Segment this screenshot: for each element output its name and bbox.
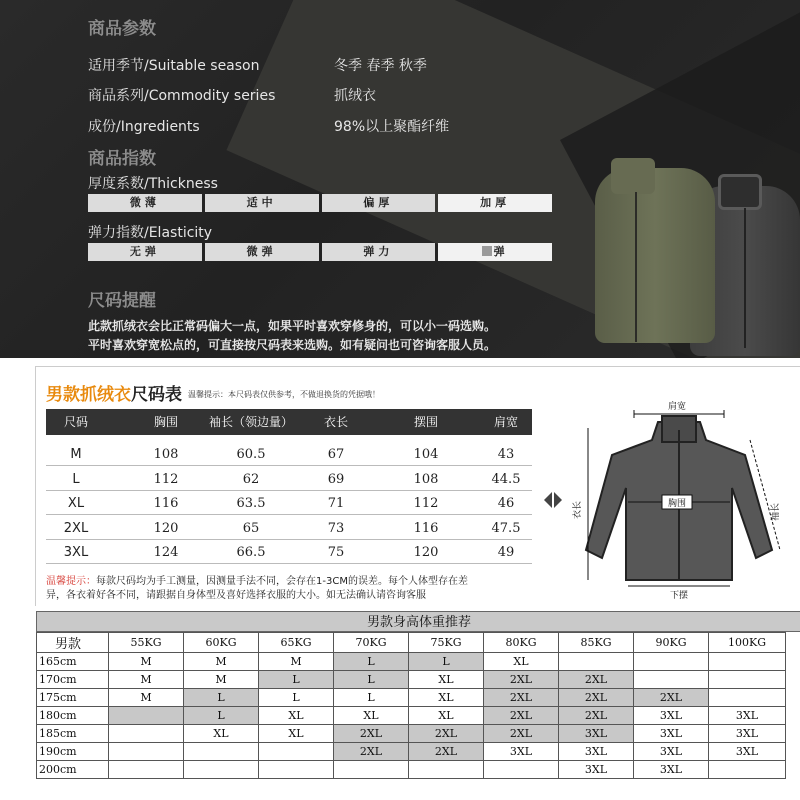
- recommend-cell: 2XL: [484, 689, 559, 707]
- recommend-cell: 3XL: [559, 761, 634, 779]
- jacket-zipper: [635, 192, 637, 342]
- param-ingredients-label: 成份/Ingredients: [88, 119, 200, 135]
- height-label: 175cm: [37, 689, 109, 707]
- measure-cell: 112: [413, 496, 439, 511]
- recommend-cell: [559, 653, 634, 671]
- recommend-cell: 3XL: [634, 761, 709, 779]
- measure-cell: 116: [153, 496, 179, 511]
- elasticity-label: 弹力指数/Elasticity: [88, 225, 213, 241]
- elasticity-scale: [88, 243, 552, 261]
- warm-tip: [46, 575, 546, 603]
- recommend-table: [36, 632, 786, 779]
- recommend-row: [37, 707, 786, 725]
- header-size: 尺码: [63, 415, 88, 429]
- measurement-diagram: [540, 400, 790, 600]
- diagram-shoulder-label: 肩宽: [667, 402, 687, 412]
- recommend-cell: 2XL: [334, 725, 409, 743]
- elasticity-option-label: 弹: [493, 245, 509, 258]
- weight-header: 55KG: [109, 633, 184, 653]
- index-title: 商品指数: [88, 149, 156, 169]
- recommend-cell: XL: [409, 671, 484, 689]
- elasticity-option: 无弹: [88, 243, 202, 261]
- size-cell: L: [72, 471, 80, 487]
- jacket-zipper: [744, 208, 746, 348]
- header-hem: 摆围: [413, 415, 438, 429]
- elasticity-option: 弹力: [322, 243, 436, 261]
- measure-cell: 104: [413, 447, 439, 462]
- size-cell: M: [70, 447, 82, 462]
- measure-cell: 62: [242, 471, 260, 487]
- recommend-cell: [109, 725, 184, 743]
- warm-tip-label: 温馨提示：: [46, 576, 96, 587]
- size-row: [46, 542, 532, 564]
- measure-cell: 116: [413, 520, 439, 536]
- warm-tip-text-1: 每款尺码均为手工测量，因测量手法不同，会存在1-3CM的误差。每个人体型存在差: [96, 576, 468, 587]
- recommend-cell: 2XL: [409, 725, 484, 743]
- height-label: 180cm: [37, 707, 109, 725]
- diagram-right-arrow: [554, 492, 562, 508]
- thickness-option: 适中: [205, 194, 319, 212]
- recommend-cell: L: [334, 689, 409, 707]
- recommend-cell: M: [109, 653, 184, 671]
- weight-header: 70KG: [334, 633, 409, 653]
- recommend-row: [37, 761, 786, 779]
- measure-cell: 112: [153, 471, 179, 487]
- measure-cell: 47.5: [491, 520, 521, 536]
- recommend-row: [37, 725, 786, 743]
- weight-header: 100KG: [709, 633, 786, 653]
- header-length: 衣长: [323, 415, 348, 429]
- recommend-cell: 2XL: [409, 743, 484, 761]
- size-chart-title-orange: 男款抓绒衣: [46, 385, 131, 405]
- size-cell: 3XL: [63, 545, 89, 560]
- recommend-cell: 3XL: [709, 707, 786, 725]
- recommend-cell: [184, 761, 259, 779]
- recommend-cell: XL: [334, 707, 409, 725]
- measure-cell: 108: [153, 447, 179, 462]
- measure-cell: 73: [327, 520, 345, 536]
- measure-cell: 65: [242, 520, 260, 536]
- measure-cell: 43: [497, 447, 515, 462]
- recommend-cell: 2XL: [484, 707, 559, 725]
- recommend-cell: XL: [409, 689, 484, 707]
- jacket-collar: [718, 174, 762, 210]
- jacket-collar: [611, 158, 655, 194]
- weight-header: 65KG: [259, 633, 334, 653]
- measure-cell: 44.5: [491, 471, 521, 487]
- recommend-cell: 2XL: [484, 725, 559, 743]
- warm-tip-text-2: 异，各衣着好各不同，请跟据自身体型及喜好选择衣服的大小。如无法确认请咨询客服: [46, 590, 426, 601]
- recommend-cell: 2XL: [559, 671, 634, 689]
- recommend-cell: XL: [259, 707, 334, 725]
- recommend-cell: L: [409, 653, 484, 671]
- recommend-cell: [709, 671, 786, 689]
- height-label: 200cm: [37, 761, 109, 779]
- weight-header: 60KG: [184, 633, 259, 653]
- header-shoulder: 肩宽: [493, 415, 518, 429]
- diagram-left-arrow: [544, 492, 552, 508]
- weight-header: 90KG: [634, 633, 709, 653]
- recommend-cell: [259, 761, 334, 779]
- recommend-cell: [634, 653, 709, 671]
- reminder-line-2: 平时喜欢穿宽松点的，可直接按尺码表来选购。如有疑问也可咨询客服人员。: [88, 338, 497, 352]
- size-chart-tip: 温馨提示：本尺码表仅供参考，不做退换货的凭据哦！: [188, 390, 380, 399]
- param-series-label: 商品系列/Commodity series: [88, 88, 276, 104]
- recommend-cell: [109, 761, 184, 779]
- recommend-header-row: [37, 633, 786, 653]
- recommend-cell: L: [259, 671, 334, 689]
- measure-cell: 49: [497, 545, 515, 560]
- green-jacket-image: [595, 168, 715, 343]
- recommend-row: [37, 671, 786, 689]
- measure-cell: 67: [327, 447, 345, 462]
- recommend-cell: XL: [409, 707, 484, 725]
- recommend-cell: 2XL: [334, 743, 409, 761]
- recommend-cell: 3XL: [559, 725, 634, 743]
- recommend-cell: 3XL: [634, 743, 709, 761]
- recommend-cell: [709, 653, 786, 671]
- reminder-title: 尺码提醒: [88, 291, 156, 311]
- thickness-scale: [88, 194, 552, 212]
- param-ingredients-value: 98%以上聚酯纤维: [334, 119, 450, 135]
- recommend-cell: M: [184, 653, 259, 671]
- recommend-cell: 2XL: [559, 689, 634, 707]
- recommend-cell: [709, 761, 786, 779]
- recommend-cell: L: [259, 689, 334, 707]
- recommend-cell: M: [184, 671, 259, 689]
- thickness-option: 微薄: [88, 194, 202, 212]
- thickness-option-selected: 加厚: [438, 194, 552, 212]
- recommend-cell: [109, 743, 184, 761]
- weight-header: 85KG: [559, 633, 634, 653]
- size-row: [46, 469, 532, 491]
- diagram-chest-label: 胸围: [667, 499, 687, 509]
- measure-cell: 63.5: [236, 496, 266, 511]
- diagram-hem-label: 下摆: [669, 591, 689, 600]
- recommend-cell: [409, 761, 484, 779]
- size-chart-title: [46, 380, 182, 405]
- weight-header: 80KG: [484, 633, 559, 653]
- recommend-cell: 2XL: [559, 707, 634, 725]
- height-label: 170cm: [37, 671, 109, 689]
- size-row: [46, 493, 532, 515]
- recommend-cell: [334, 761, 409, 779]
- height-label: 165cm: [37, 653, 109, 671]
- diagram-length-label: 衣长: [573, 500, 583, 520]
- recommend-row: [37, 653, 786, 671]
- recommend-cell: L: [334, 671, 409, 689]
- measure-cell: 120: [413, 545, 439, 560]
- recommend-row: [37, 743, 786, 761]
- recommend-cell: 3XL: [559, 743, 634, 761]
- param-season-label: 适用季节/Suitable season: [88, 58, 260, 74]
- recommend-cell: 3XL: [634, 725, 709, 743]
- recommend-corner: 男款: [37, 633, 109, 653]
- params-title: 商品参数: [88, 19, 156, 39]
- measure-cell: 66.5: [236, 545, 266, 560]
- recommend-cell: [634, 671, 709, 689]
- thickness-label: 厚度系数/Thickness: [88, 176, 218, 192]
- selected-marker-icon: [482, 246, 492, 256]
- header-chest: 胸围: [153, 415, 178, 429]
- weight-header: 75KG: [409, 633, 484, 653]
- param-series-value: 抓绒衣: [334, 88, 376, 104]
- recommend-cell: XL: [259, 725, 334, 743]
- measure-cell: 108: [413, 471, 439, 487]
- measure-cell: 75: [327, 545, 345, 560]
- recommend-cell: XL: [184, 725, 259, 743]
- recommend-cell: M: [109, 689, 184, 707]
- recommend-cell: [109, 707, 184, 725]
- size-cell: 2XL: [63, 520, 89, 536]
- recommend-cell: [259, 743, 334, 761]
- size-row: [46, 444, 532, 466]
- recommend-cell: M: [109, 671, 184, 689]
- recommend-row: [37, 689, 786, 707]
- size-chart-title-black: 尺码表: [131, 385, 182, 405]
- recommend-cell: 2XL: [484, 671, 559, 689]
- size-table-header: [46, 409, 532, 435]
- measure-cell: 124: [153, 545, 179, 560]
- recommend-cell: 3XL: [709, 725, 786, 743]
- measure-cell: 71: [327, 496, 345, 511]
- recommend-cell: [709, 689, 786, 707]
- recommend-cell: L: [184, 707, 259, 725]
- diagram-sleeve-label: 袖长: [771, 502, 781, 522]
- measure-cell: 120: [153, 520, 179, 536]
- thickness-option: 偏厚: [322, 194, 436, 212]
- header-sleeve: 袖长（领边量）: [208, 415, 293, 429]
- height-label: 185cm: [37, 725, 109, 743]
- elasticity-option: 微弹: [205, 243, 319, 261]
- recommend-cell: M: [259, 653, 334, 671]
- measure-cell: 60.5: [236, 447, 266, 462]
- height-label: 190cm: [37, 743, 109, 761]
- recommend-cell: XL: [484, 653, 559, 671]
- measure-cell: 69: [327, 471, 345, 487]
- recommend-title: 男款身高体重推荐: [36, 611, 800, 632]
- param-season-value: 冬季 春季 秋季: [334, 58, 427, 74]
- recommend-cell: [484, 761, 559, 779]
- recommend-cell: L: [334, 653, 409, 671]
- recommend-cell: [184, 743, 259, 761]
- diagram-arrows: [544, 492, 562, 508]
- measure-cell: 46: [497, 496, 515, 511]
- recommend-cell: L: [184, 689, 259, 707]
- reminder-line-1: 此款抓绒衣会比正常码偏大一点，如果平时喜欢穿修身的，可以小一码选购。: [88, 319, 497, 333]
- size-row: [46, 518, 532, 540]
- elasticity-option-selected: [438, 243, 552, 261]
- recommend-cell: 3XL: [634, 707, 709, 725]
- size-cell: XL: [67, 496, 85, 511]
- recommend-cell: 3XL: [484, 743, 559, 761]
- recommend-cell: 2XL: [634, 689, 709, 707]
- recommend-cell: 3XL: [709, 743, 786, 761]
- product-info-panel: [0, 0, 800, 358]
